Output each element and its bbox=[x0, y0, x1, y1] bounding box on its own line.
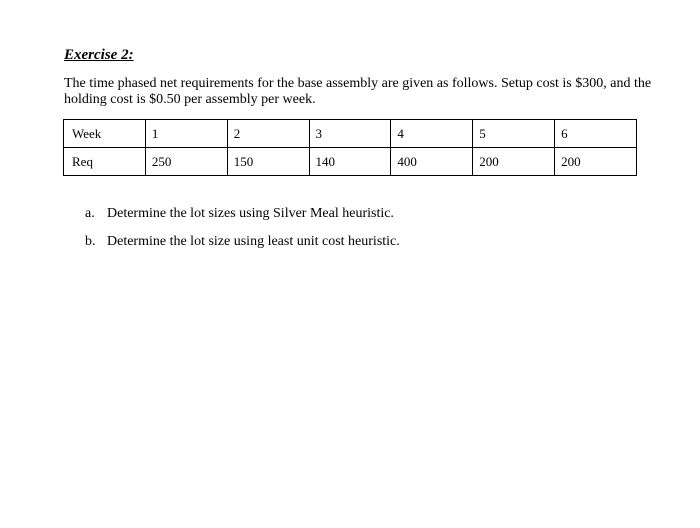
question-text: Determine the lot sizes using Silver Meal heuristic. bbox=[107, 206, 394, 221]
week-cell: 6 bbox=[555, 120, 637, 148]
req-cell: 140 bbox=[309, 148, 391, 176]
week-cell: 5 bbox=[473, 120, 555, 148]
question-text: Determine the lot size using least unit cost heuristic. bbox=[107, 234, 400, 249]
req-cell: 150 bbox=[227, 148, 309, 176]
question-marker: b. bbox=[85, 234, 96, 249]
question-item-a bbox=[85, 206, 400, 234]
week-cell: 4 bbox=[391, 120, 473, 148]
requirements-table bbox=[63, 119, 637, 176]
intro-paragraph: The time phased net requirements for the base assembly are given as follows. Setup cost is $300, and the holding cost is $0.50 per assembly per week. bbox=[64, 76, 652, 107]
question-marker: a. bbox=[85, 206, 95, 221]
week-label-cell: Week bbox=[64, 120, 146, 148]
table-row-req bbox=[64, 148, 637, 176]
exercise-title: Exercise 2: bbox=[64, 47, 134, 63]
req-label-cell: Req bbox=[64, 148, 146, 176]
table-row-week bbox=[64, 120, 637, 148]
req-cell: 200 bbox=[473, 148, 555, 176]
question-item-b bbox=[85, 234, 400, 262]
week-cell: 2 bbox=[227, 120, 309, 148]
req-cell: 250 bbox=[145, 148, 227, 176]
req-cell: 400 bbox=[391, 148, 473, 176]
question-list bbox=[85, 206, 400, 262]
week-cell: 3 bbox=[309, 120, 391, 148]
week-cell: 1 bbox=[145, 120, 227, 148]
req-cell: 200 bbox=[555, 148, 637, 176]
